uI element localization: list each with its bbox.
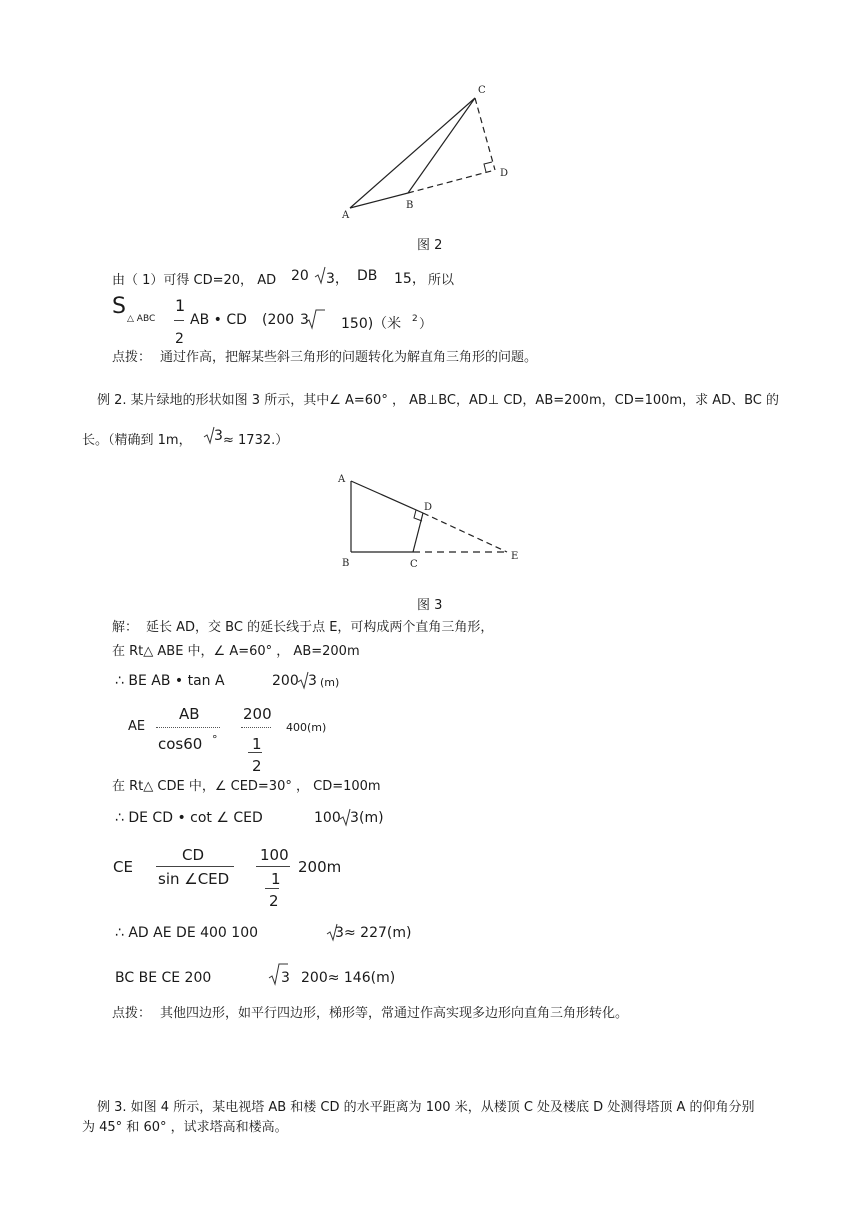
sol-be-u: (m) [320,676,340,689]
hint1-label: 点拨： [112,350,152,365]
hint2-label: 点拨： [112,1006,152,1021]
ae-inner-bar [248,752,262,753]
sol-ae-f2: 2 [252,757,262,775]
sol-ce-num: CD [182,846,205,864]
ae-frac-bar [156,727,220,728]
fig3-label-e: E [511,551,519,562]
sol-ae: AE [128,719,146,734]
fig3-label-b: B [342,558,350,569]
sol-ce-den: sin ∠CED [158,870,230,888]
area-tail: 150)（米 [341,316,402,332]
figure-3-quadrilateral [330,466,530,578]
p1-r1: 3， [326,271,349,287]
sol-ae-deg: ° [212,733,218,746]
ae-frac-bar-2 [241,727,271,728]
fig3-label-a: A [338,474,346,485]
fig2-label-c: C [478,85,486,96]
sol-ce-f2: 2 [269,892,279,910]
ex3-line1: 例 3. 如图 4 所示，某电视塔 AB 和楼 CD 的水平距离为 100 米，从楼顶 C 处及楼底 D 处测得塔顶 A 的仰角分别 [97,1100,755,1115]
figure-3-caption: 图 3 [417,598,443,613]
ex2-line2b: ≈ 1732.） [223,433,289,448]
area-sub: △ ABC [127,314,156,324]
ce-frac-bar-2 [256,866,290,867]
sol-de-r: 3 [350,810,359,826]
fig3-label-d: D [424,502,433,513]
figure-2-triangle [330,78,530,228]
ex2-line1: 例 2. 某片绿地的形状如图 3 所示，其中∠ A=60° ， AB⊥BC，AD⊥ CD，AB=200m，CD=100m，求 AD、BC 的 [97,393,780,408]
sol-ce: CE [113,858,133,876]
ex2-line2a: 长。（精确到 1m， [82,433,192,448]
p1-n1: 20 [291,268,309,284]
sol-ae-f1: 1 [252,735,262,753]
ce-frac-bar [156,866,234,867]
fig2-label-b: B [406,200,414,211]
area-den: 2 [175,331,184,347]
fig3-label-c: C [410,559,418,570]
area-close: ） [419,317,433,332]
sol-bc-a: BC BE CE 200 [115,970,212,986]
ex3-line2: 为 45° 和 60° ，试求塔高和楼高。 [82,1120,288,1135]
sol-ae-num: AB [179,705,200,723]
p1-prefix: 由（ 1）可得 CD=20， AD [112,273,277,288]
ex2-r: 3 [214,428,223,444]
area-num: 1 [175,296,186,315]
sol-ad-a: ∴ AD AE DE 400 100 [115,925,259,941]
sol-de-n: 100 [314,810,341,826]
sol-be-n: 200 [272,673,299,689]
sol-be-a: ∴ BE AB • tan A [115,673,225,689]
sol-ae-res: 400(m) [286,721,327,734]
fig2-label-a: A [342,210,350,221]
sol-line3: 在 Rt△ CDE 中，∠ CED=30° ， CD=100m [112,779,381,794]
sol-ce-f1: 1 [271,870,281,888]
hint1-text: 通过作高，把解某些斜三角形的问题转化为解直角三角形的问题。 [160,350,538,365]
sol-line2: 在 Rt△ ABE 中，∠ A=60° ， AB=200m [112,644,360,659]
sol-be-r: 3 [308,673,317,689]
sol-ae-den: cos60 [158,735,203,753]
hint2-text: 其他四边形，如平行四边形，梯形等，常通过作高实现多边形向直角三角形转化。 [160,1006,629,1021]
p1-suffix: 所以 [428,273,455,288]
area-frac-bar [174,320,184,321]
area-s: S [112,294,126,319]
p1-db: DB [357,268,378,284]
sol-ce-n2: 100 [260,846,289,864]
sol-bc-r: 3 [281,970,290,986]
ce-inner-bar [265,888,279,889]
area-body: AB • CD [190,312,247,328]
sqrt-icon [314,265,326,285]
sol-de-a: ∴ DE CD • cot ∠ CED [115,810,263,826]
sol-ad-r: 3 [335,925,344,941]
area-paren: (200 [262,312,295,328]
sol-ce-res: 200m [298,858,342,876]
figure-2-caption: 图 2 [417,238,443,253]
sol-ae-n2: 200 [243,705,272,723]
sol-bc-b: 200≈ 146(m) [301,970,396,986]
p1-n2: 15， [394,271,426,287]
sol-ad-b: ≈ 227(m) [344,925,412,941]
sol-label: 解： [112,620,139,635]
fig2-label-d: D [500,168,509,179]
area-sup: 2 [412,314,418,324]
sqrt-icon [305,308,325,330]
area-three: 3 [300,312,309,328]
sol-de-u: (m) [359,810,384,826]
sol-line1: 延长 AD，交 BC 的延长线于点 E，可构成两个直角三角形， [146,620,494,635]
